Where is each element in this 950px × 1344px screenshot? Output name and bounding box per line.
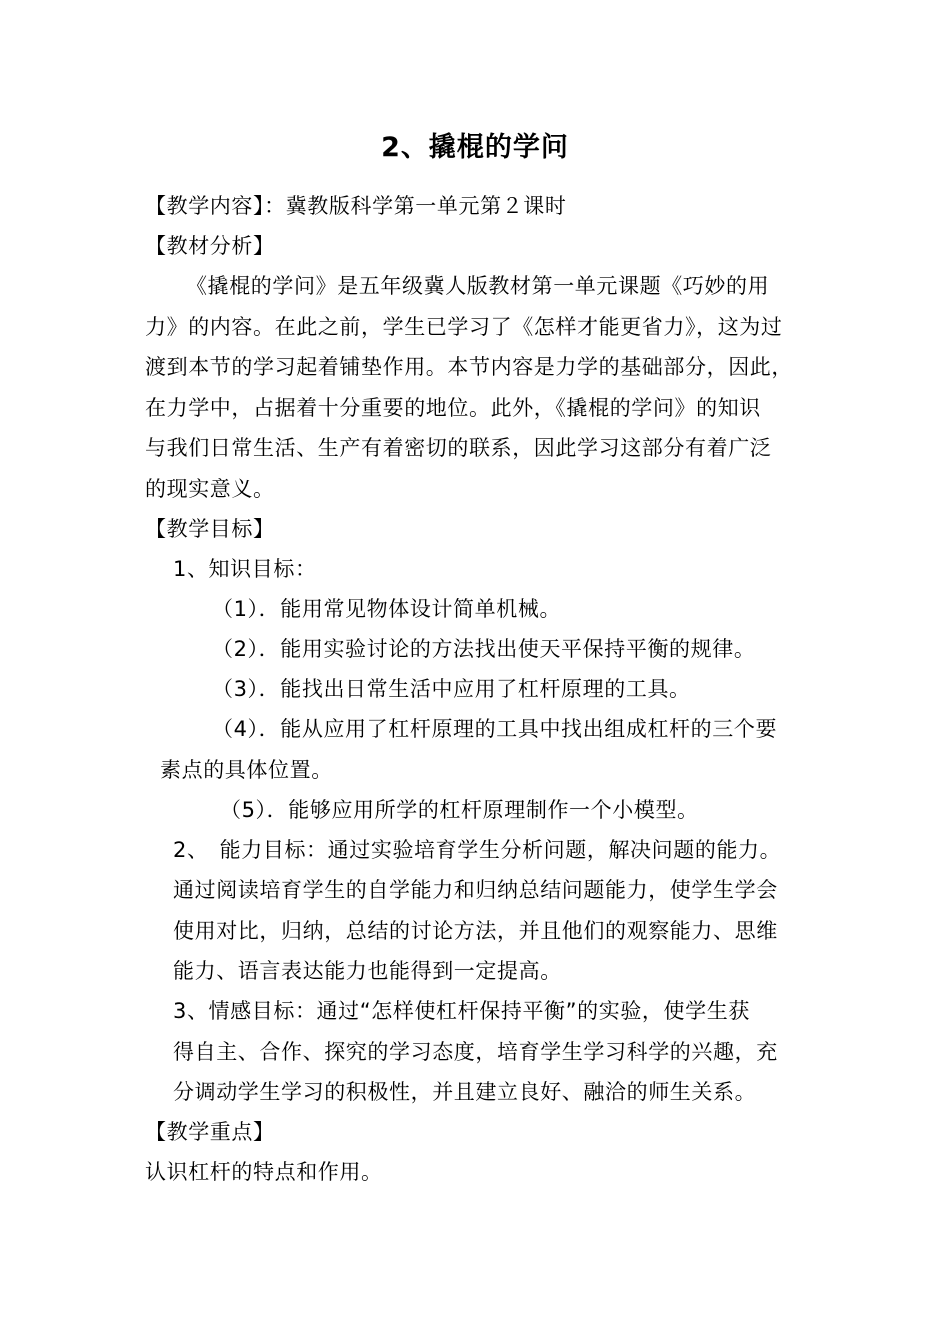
emotion-goal-line: 3、情感目标：通过“怎样使杠杆保持平衡”的实验，使学生获 [173,999,750,1023]
ability-goal-line: 能力、语言表达能力也能得到一定提高。 [173,959,562,983]
material-analysis-line: 渡到本节的学习起着铺垫作用。本节内容是力学的基础部分，因此， [145,355,793,379]
emotion-goal-line: 分调动学生学习的积极性，并且建立良好、融洽的师生关系。 [173,1080,757,1104]
knowledge-goal-item: （2）．能用实验讨论的方法找出使天平保持平衡的规律。 [212,637,756,661]
key-points-heading: 【教学重点】 [145,1120,275,1144]
ability-goal-line: 2、 能力目标：通过实验培育学生分析问题，解决问题的能力。 [173,838,782,862]
teaching-content-text: ：冀教版科学第一单元第２课时 [264,194,567,218]
key-points-text: 认识杠杆的特点和作用。 [145,1160,383,1184]
emotion-goal-line: 得自主、合作、探究的学习态度，培育学生学习科学的兴趣，充 [173,1040,778,1064]
teaching-goals-heading: 【教学目标】 [145,517,275,541]
knowledge-goal-item: （4）．能从应用了杠杆原理的工具中找出组成杠杆的三个要 [212,717,778,741]
knowledge-goal-item: 素点的具体位置。 [160,758,333,782]
material-analysis-line: 的现实意义。 [145,477,275,501]
page-title: 2、撬棍的学问 [381,132,569,163]
knowledge-goal-item: （3）．能找出日常生活中应用了杠杆原理的工具。 [212,677,691,701]
teaching-content-line [145,191,567,221]
material-analysis-line: 在力学中，占据着十分重要的地位。此外，《撬棍的学问》的知识 [145,396,761,420]
ability-goal-line: 通过阅读培育学生的自学能力和归纳总结问题能力，使学生学会 [173,878,778,902]
material-analysis-line: 与我们日常生活、生产有着密切的联系，因此学习这部分有着广泛 [145,436,772,460]
knowledge-goal-item: （1）．能用常见物体设计简单机械。 [212,597,562,621]
ability-goal-line: 使用对比，归纳，总结的讨论方法，并且他们的观察能力、思维 [173,919,778,943]
knowledge-goal-item: （5）．能够应用所学的杠杆原理制作一个小模型。 [220,798,699,822]
knowledge-goal-title: 1、知识目标： [173,557,317,581]
teaching-content-heading: 【教学内容】 [145,194,265,218]
material-analysis-heading: 【教材分析】 [145,234,275,258]
material-analysis-line: 力》的内容。在此之前，学生已学习了《怎样才能更省力》，这为过 [145,315,783,339]
material-analysis-line: 《撬棍的学问》是五年级冀人版教材第一单元课题《巧妙的用 [186,274,770,298]
